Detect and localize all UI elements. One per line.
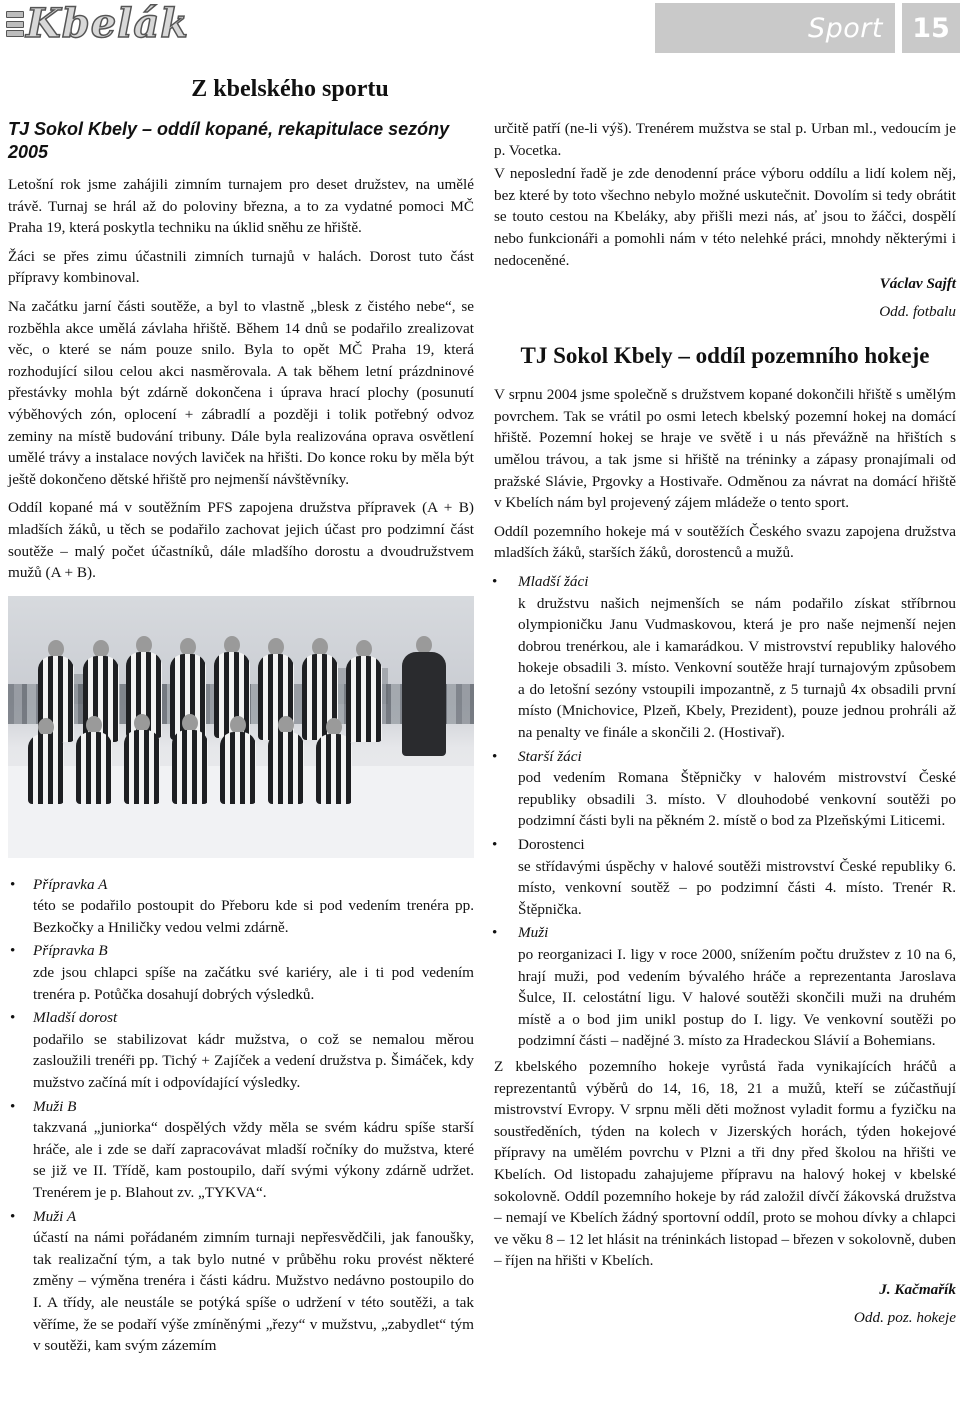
football-continuation: V neposlední řadě je zde denodenní práce výboru oddílu a lidí kolem něj, bez které by toto všechno nebylo možné uskutečnit. Dovolím si tedy obrátit se touto cestou na Kbeláky, aby přišli mezi nás, ať jsou to žáčci, dospělí nebo funkcionáři a pomohli nám v této nelehké práci, mnohdy některými i nedoceněné. [494,165,956,269]
player-head [93,640,109,658]
team-description: pod vedením Romana Štěpničky v halovém mistrovství České republiky obsadili 3. místo. V dlouhodobé venkovní soutěži po podzimní části byli na pěkném 2. místě o bod za Plzeňskými Liticemi. [518,769,956,830]
team-description: účastí na námi pořádaném zimním turnaji nepřesvědčili, jak fanoušky, tak realizační tým, a tak bylo nutné v průběhu roku provést některé změny – výměna trenéra i části kádru. Mužstvo nedávno postoupilo do I. A třídy, ale neustále se potýká spíše o udržení v této soutěži, a tak věříme, že se podaří výše zmíněnými „řezy“ v mužstvu, „zabydlet“ tým v soutěži, kam svým zázemím [33,1229,474,1355]
player-figure [346,656,382,742]
coach-figure [402,652,446,756]
list-item [494,571,956,744]
list-item [494,834,956,920]
section-label-box [655,3,895,53]
team-description: po reorganizaci I. ligy v roce 2000, snížením počtu družstev z 10 na 6, hrají muži, pod vedením bývalého hráče a reprezentanta Jaroslava Šulce, II. celostátní ligu. V halové soutěži skončili muži na druhém místě a o bod jim unikl postup do I. ligy. Ve venkovní soutěži po podzimní části – nadějné 3. místo za Hradeckou Slávií a Bohemians. [518,946,956,1050]
list-item [494,746,956,832]
team-photo [8,596,474,858]
team-description: k družstvu našich nejmenších se nám podařilo získat stříbrnou olympioničku Janu Vudmaskovou, která je pro naše nejmenší nejen dobrou trenérkou, ale i kamarádkou. V mistrovství republiky halového hokeje obsadili 3. místo. Venkovní soutěže hrají turnajovým způsobem a do letošní sezóny vstoupili impozantně, z 5 turnajů 4x obsadili první místo (Mnichovice, Plzeň, Kbely, Prezident), pouze jednou prohráli až na penalty ve finále a skončili 2. (Hostivař). [518,594,956,742]
player-head [134,714,150,732]
right-column [494,118,956,1335]
hockey-team-list [494,571,956,1052]
signature-name: Václav Sajft [879,275,956,293]
logo-mark-icon [6,11,24,37]
page-number-box [902,3,960,53]
player-head [180,638,196,656]
team-description: se střídavými úspěchy v halové soutěži mistrovství České republiky 6. místo, venkovní soutěž – po podzimní části 4. místo. Trenér R. Štěpnička. [518,857,956,918]
left-column [8,118,474,1359]
list-item [8,1007,474,1093]
player-head [136,636,152,654]
football-paragraph: Na začátku jarní části soutěže, a byl to vlastně „blesk z čistého nebe“, se rozběhla akce umělá závlaha hřiště. Během 14 dnů se podařilo zrealizovat věc, o které se nám pouze snilo. Byla to opět MČ Praha 19, která rozhodující silou celou akci nasměrovala. A tak během letní prázdninové přestávky mohla být zdárně dokončena i úprava hrací plochy (posunutí výběhových zón, oplocení + zábradlí a později i tolik potřebný odvoz zeminy na místě budování tribuny. Dále byla realizována oprava osvětlení umělé trávy a instalace nových laviček na hřišti. Do konce roku by měla být ještě dokončeno dětské hřiště pro nejmenší návštěvníky. [8,297,474,488]
page-title: Z kbelského sportu [191,76,389,102]
list-item [494,922,956,1052]
coach-head [416,636,432,654]
football-signature [494,273,956,322]
team-label: • Muži [518,924,549,942]
player-figure [28,734,64,804]
list-item [8,1096,474,1204]
player-head [326,718,342,736]
player-figure [172,730,208,804]
list-item [8,940,474,1005]
team-label: • Mladší žáci [518,572,589,590]
football-article-title: TJ Sokol Kbely – oddíl kopané, rekapitulace sezóny 2005 [8,119,450,162]
football-team-list [8,874,474,1357]
player-head [278,716,294,734]
player-figure [316,734,352,804]
signature-role: Odd. fotbalu [879,303,956,321]
hockey-paragraph: Oddíl pozemního hokeje má v soutěžích Českého svazu zapojena družstva mladších žáků, starších žáků, dorostenců a mužů. [494,522,956,562]
hockey-paragraph: V srpnu 2004 jsme společně s družstvem kopané dokončili hřiště s umělým povrchem. Tak se vrátil po osmi letech kbelský pozemní hokej na domácí hřiště. Pozemní hokej se hraje ve světě i u nás převážně na hřištích s umělou trávou, a tak jsme si hřiště na tréninky a zápasy pronajímali od pražské Slávie, Prgovky a Hostivaře. Odměnou za návrat na domácí hřiště v Kbelích nám byl projevený zájem mládeže o tento sport. [494,386,956,512]
list-item [8,874,474,939]
hockey-article-title: TJ Sokol Kbely – oddíl pozemního hokeje [520,343,930,369]
football-continuation: určitě patří (ne-li výš). Trenérem mužstva se stal p. Urban ml., vedoucím je p. Vocetka. [494,120,956,159]
player-head [312,638,328,656]
football-paragraph: Žáci se přes zimu účastnili zimních turnajů v halách. Dorost tuto část přípravy kombinoval. [8,247,474,287]
logo-text: Kbelák [26,0,190,47]
player-figure [268,732,304,804]
player-head [38,718,54,736]
player-head [86,716,102,734]
team-label: • Dorostenci [518,836,585,854]
signature-role: Odd. poz. hokeje [853,1308,956,1326]
team-label: • Muži A [33,1207,77,1225]
hockey-closing: Z kbelského pozemního hokeje vyrůstá řada vynikajících hráčů a reprezentantů výběrů do 14, 16, 18, 21 a mužů, kteří se zúčastňují mistrovství Evropy. V srpnu měli děti možnost vyladit formu a fyzičku na soustředěních, týden na kolech v Jizerských horách, týden hokejové přípravy na umělém povrchu v Plzni a tři dny před školou na hřišti ve Kbelích. Od listopadu zahajujeme přípravu na halový hokej v kbelské sokolovně. Oddíl pozemního hokeje by rád založil dívčí žákovská družstva – nemají ve Kbelích žádný sportovní oddíl, proto se mohou dívky a chlapci ve věku 8 – 12 let hlásit na tréninkách listopad – březen v sokolovně, duben – říjen na hřišti v Kbelích. [494,1057,956,1270]
player-figure [220,732,256,804]
player-head [224,636,240,654]
football-paragraph: Oddíl kopané má v soutěžním PFS zapojena družstva přípravek (A + B) mladších žáků, u těch se podařilo zachovat jejich účast pro podzimní část soutěže – malý počet účastníků, dále mladšího dorostu a dvoudružstvem mužů (A + B). [8,499,474,582]
player-head [268,638,284,656]
team-description: této se podařilo postoupit do Přeboru kde si pod vedením trenéra pp. Bezkočky a Hniličky vedou velmi zdárně. [33,897,474,936]
signature-name: J. Kačmařík [879,1280,956,1298]
hockey-signature [494,1279,956,1328]
football-paragraph: Letošní rok jsme zahájili zimním turnajem pro deset družstev, na umělé trávě. Turnaj se hrál až do poloviny března, a to za vydatné pomoci MČ Praha 19, která poskytla techniku na úklid sněhu ze hřiště. [8,176,474,237]
team-label: • Mladší dorost [33,1009,118,1027]
section-label: Sport [808,12,883,44]
team-description: podařilo se stabilizovat kádr mužstva, o což se nemalou měrou zasloužili trenéři pp. Tichý + Zajíček a vedení družstva p. Šimáček, kdy mužstvo začíná mít i odpovídající výsledky. [33,1030,474,1092]
list-item [8,1206,474,1357]
team-description: takzvaná „juniorka“ dospělých vždy měla se svém kádru spíše starší hráče, ale i zde se daří zapracovávat mladší ročníky do mužstva, které se již ve II. Třídě, kam postoupilo, daří svými výkony zdárně udržet. Trenérem je p. Blahout zv. „TYKVA“. [33,1119,474,1201]
team-label: • Přípravka A [33,875,108,893]
player-head [356,640,372,658]
player-head [48,640,64,658]
page-number: 15 [912,12,950,44]
magazine-logo [6,2,189,46]
player-head [230,716,246,734]
player-figure [76,732,112,804]
player-figure [124,730,160,804]
team-label: • Přípravka B [33,942,108,960]
player-head [182,714,198,732]
team-description: zde jsou chlapci spíše na začátku své kariéry, ale i ti pod vedením trenéra p. Potůčka dosahují dobrých výsledků. [33,964,474,1003]
team-label: • Starší žáci [518,747,582,765]
team-label: • Muži B [33,1097,77,1115]
